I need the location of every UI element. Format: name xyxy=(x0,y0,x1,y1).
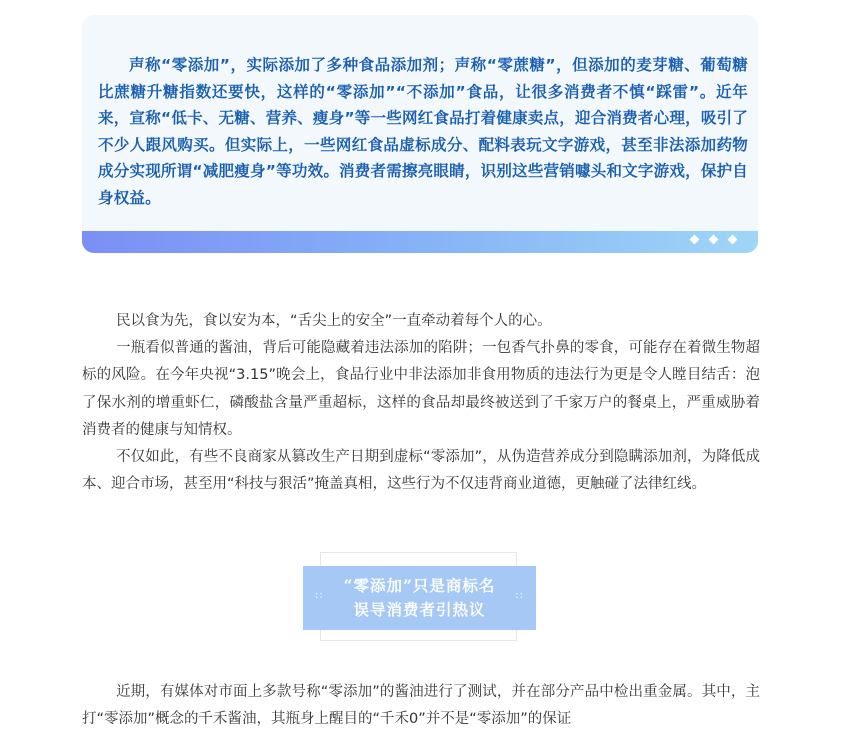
dots-icon-left: :: xyxy=(315,590,324,601)
article-paragraph: 不仅如此，有些不良商家从篡改生产日期到虚标“零添加”，从伪造营养成分到隐瞒添加剂，为降低成本、迎合市场，甚至用“科技与狠活”掩盖真相，这些行为不仅违背商业道德，更触碰了法律红线。 xyxy=(82,449,760,493)
article-paragraph: 近期，有媒体对市面上多款号称“零添加”的酱油进行了测试，并在部分产品中检出重金属。其中，主打“零添加”概念的千禾酱油，其瓶身上醒目的“千禾0”并不是“零添加”的保证 xyxy=(82,684,760,728)
card-decor-bar xyxy=(82,231,758,253)
section-header-line2: 误导消费者引热议 xyxy=(353,600,486,619)
article-paragraph: 一瓶看似普通的酱油，背后可能隐藏着违法添加的陷阱；一包香气扑鼻的零食，可能存在着微生物超标的风险。在今年央视“3.15”晚会上，食品行业中非法添加非食用物质的违法行为更是令人瞠目结舌：泡了保水剂的增重虾仁，磷酸盐含量严重超标，这样的食品却最终被送到了千家万户的餐桌上，严重威胁着消费者的健康与知情权。 xyxy=(82,340,760,438)
summary-text: 声称“零添加”，实际添加了多种食品添加剂；声称“零蔗糖”，但添加的麦芽糖、葡萄糖比蔗糖升糖指数还要快，这样的“零添加”“不添加”食品，让很多消费者不慎“踩雷”。近年来，宣称“低卡、无糖、营养、瘦身”等一些网红食品打着健康卖点，迎合消费者心理，吸引了不少人跟风购买。但实际上，一些网红食品虚标成分、配料表玩文字游戏，甚至非法添加药物成分实现所谓“减肥瘦身”等功效。消费者需擦亮眼睛，识别这些营销噱头和文字游戏，保护自身权益。 xyxy=(98,56,748,207)
diamond-decor xyxy=(691,236,736,243)
section-header xyxy=(303,552,536,642)
article-paragraph: 民以食为先，食以安为本，“舌尖上的安全”一直牵动着每个人的心。 xyxy=(116,313,552,329)
diamond-icon xyxy=(709,235,719,245)
article-body xyxy=(82,308,760,498)
article-body-2 xyxy=(82,679,760,733)
section-header-line1: “零添加”只是商标名 xyxy=(343,576,496,595)
dots-icon-right: :: xyxy=(515,590,524,601)
diamond-icon xyxy=(728,235,738,245)
summary-card xyxy=(82,15,758,253)
diamond-icon xyxy=(690,235,700,245)
section-header-box xyxy=(303,566,536,630)
